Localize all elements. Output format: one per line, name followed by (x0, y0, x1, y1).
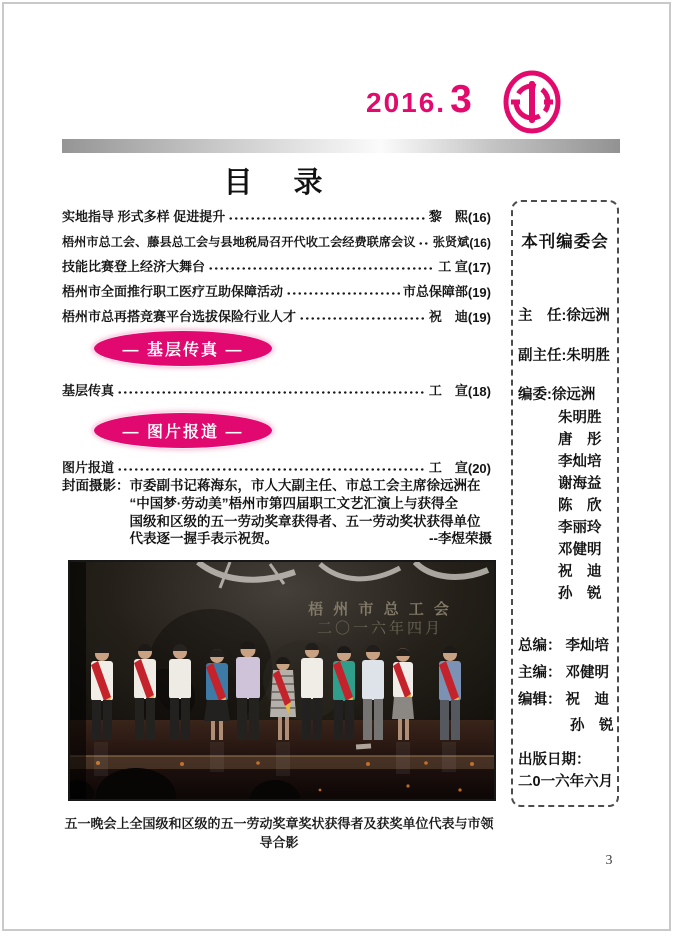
board-deputy-director: 副主任:朱明胜 (518, 348, 610, 364)
issue-number (366, 78, 472, 122)
toc-entry-page: (16) (467, 210, 491, 225)
cover-note-line: “中国梦·劳动美”梧州市第四届职工文艺汇演上与获得全 (129, 495, 458, 511)
page-number: 3 (605, 853, 613, 868)
trade-union-logo-icon (502, 70, 562, 134)
board-director: 主 任:徐远洲 (518, 308, 610, 324)
committee-member: 李丽玲 (558, 520, 602, 536)
photo-credit: --李煜荣摄 (429, 531, 492, 547)
toc-entry (62, 275, 491, 300)
toc-list (62, 200, 491, 325)
dot-leader (117, 467, 426, 476)
toc-entry-author: 工 宣 (428, 460, 468, 475)
toc-entry (62, 374, 491, 399)
dot-leader (208, 266, 435, 275)
toc-entry-title: 图片报道 (62, 460, 115, 475)
backdrop-text-line1: 梧 州 市 总 工 会 (308, 601, 452, 618)
toc-entry (62, 200, 491, 225)
issue-year: 2016. (366, 87, 447, 118)
dot-leader (228, 216, 426, 225)
toc-entry-author: 祝 迪 (428, 309, 468, 324)
toc-entry-page: (16) (469, 236, 491, 250)
toc-entry-page: (19) (467, 285, 491, 300)
committee-member: 孙 锐 (558, 586, 602, 602)
dot-leader (117, 390, 426, 399)
toc-entry-author: 黎 熙 (428, 209, 468, 224)
toc-entry-title: 梧州市全面推行职工医疗互助保障活动 (62, 284, 284, 299)
stage-photo (68, 560, 496, 801)
dot-leader (286, 291, 400, 300)
toc-entry-page: (17) (467, 260, 491, 275)
editor: 孙 锐 (570, 718, 614, 734)
stage-photo-image (70, 562, 494, 799)
cover-note-line: 国级和区级的五一劳动奖章获得者、五一劳动奖状获得单位 (129, 513, 481, 529)
toc-entry-author: 工 宣 (428, 383, 468, 398)
toc-entry-author: 工 宣 (438, 259, 468, 274)
section-badge-photo-report: — 图片报道 — (94, 413, 272, 448)
section-badge-grassroots: — 基层传真 — (94, 331, 272, 366)
photo-caption: 五一晚会上全国级和区级的五一劳动奖章奖状获得者及获奖单位代表与市领导合影 (64, 816, 494, 850)
dot-leader (299, 316, 426, 325)
committee-member: 邓健明 (558, 542, 602, 558)
toc-entry-author: 市总保障部 (402, 284, 468, 299)
editorial-board-box (511, 200, 619, 807)
cover-photo-text (130, 477, 493, 548)
toc-entry-title: 基层传真 (62, 383, 115, 398)
toc-entry-page: (19) (467, 310, 491, 325)
toc-entry (62, 225, 491, 250)
toc-entry (62, 250, 491, 275)
toc-entry-title: 技能比赛登上经济大舞台 (62, 259, 206, 274)
backdrop-text-line2: 二〇一六年四月 (316, 620, 444, 637)
toc-entry (62, 300, 491, 325)
cover-note-line-text: 代表逐一握手表示祝贺。 (129, 531, 278, 547)
committee-member: 朱明胜 (558, 410, 602, 426)
cover-note-line (130, 530, 493, 548)
issue-no: 3 (450, 78, 472, 121)
editor: 编辑： 祝 迪 (518, 692, 610, 708)
managing-editor: 主编： 邓健明 (518, 665, 610, 681)
toc-entry-author: 张贤斌 (432, 235, 470, 249)
toc-heading: 目 录 (223, 167, 329, 199)
toc-entry (62, 451, 491, 476)
publish-date: 二0一六年六月 (518, 774, 614, 790)
committee-member: 谢海益 (558, 476, 602, 492)
committee-member: 李灿培 (558, 454, 602, 470)
toc-entry-title: 梧州市总再搭竞赛平台选拔保险行业人才 (62, 309, 297, 324)
committee-member: 唐 彤 (558, 432, 602, 448)
cover-photo-note (62, 477, 492, 548)
publish-date-label: 出版日期： (518, 752, 591, 768)
gradient-divider (62, 139, 620, 153)
toc-entry-title: 梧州市总工会、藤县总工会与县地税局召开代收工会经费联席会议 (62, 235, 416, 249)
committee-member: 祝 迪 (558, 564, 602, 580)
dot-leader (418, 241, 429, 250)
board-committee: 编委:徐远洲 (518, 387, 596, 403)
toc-entry-page: (18) (467, 384, 491, 399)
editorial-board-title: 本刊编委会 (521, 233, 609, 251)
chief-editor: 总编： 李灿培 (518, 638, 610, 654)
committee-member: 陈 欣 (558, 498, 602, 514)
cover-photo-label: 封面摄影： (62, 478, 130, 493)
toc-entry-page: (20) (467, 461, 491, 476)
cover-note-line: 市委副书记蒋海东，市人大副主任、市总工会主席徐远洲在 (129, 478, 481, 493)
toc-entry-title: 实地指导 形式多样 促进提升 (62, 209, 226, 224)
